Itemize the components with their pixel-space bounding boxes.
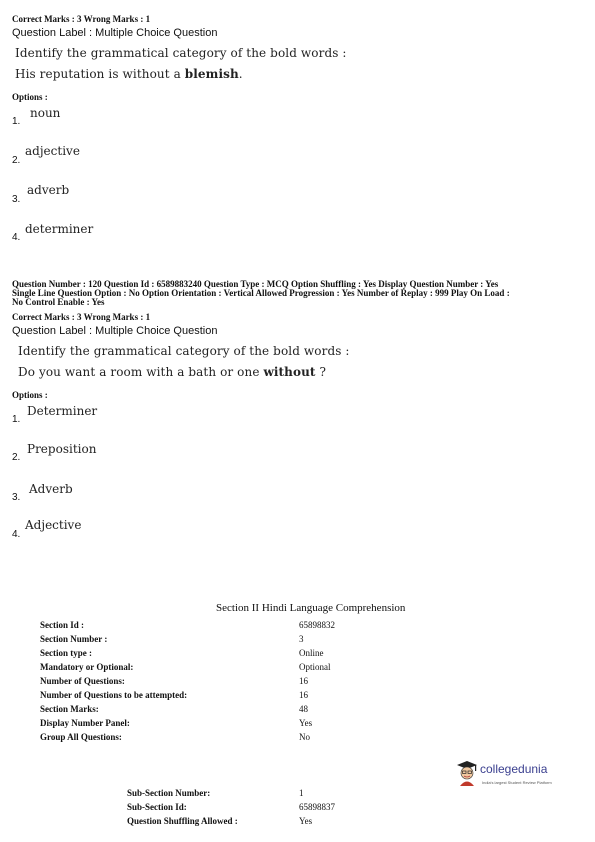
section-field-value: 48 [299,704,308,714]
section-field-label: Section Id : [40,620,85,630]
section-field-value: 65898832 [299,620,335,630]
section-field-value: Optional [299,662,331,672]
q1-options-heading: Options : [12,92,48,102]
q2-option-number: 4. [12,529,21,540]
collegedunia-logo [456,760,586,792]
subsection-field-value: 1 [299,788,304,798]
q2-option-text[interactable]: Determiner [27,404,98,418]
section-field-label: Section Number : [40,634,108,644]
collegedunia-brand: collegedunia [480,762,548,776]
subsection-field-label: Sub-Section Number: [127,788,211,798]
subsection-field-value: Yes [299,816,313,826]
section-field-label: Display Number Panel: [40,718,130,728]
section-field-value: 16 [299,676,308,686]
section-field-label: Number of Questions: [40,676,125,686]
q1-sentence-post: . [238,67,243,81]
section-field-label: Number of Questions to be attempted: [40,690,188,700]
q2-options-heading: Options : [12,390,48,400]
q2-option-number: 3. [12,492,21,503]
q2-sentence-post: ? [315,365,327,379]
q2-option-text[interactable]: Adverb [29,482,73,496]
q1-bold-word: blemish [184,67,239,81]
q1-label: Question Label : Multiple Choice Question [12,27,218,39]
section-field-label: Group All Questions: [40,732,122,742]
subsection-field-value: 65898837 [299,802,335,812]
section-field-value: No [299,732,310,742]
q1-option-text[interactable]: determiner [25,222,94,236]
q2-sentence [18,365,326,379]
section-field-label: Mandatory or Optional: [40,662,134,672]
q2-marks: Correct Marks : 3 Wrong Marks : 1 [12,312,151,322]
collegedunia-tagline: India's largest Student Review Platform [482,780,552,785]
q1-option-text[interactable]: noun [30,106,61,120]
section-field-value: Online [299,648,324,658]
q1-option-text[interactable]: adverb [27,183,70,197]
q1-option-text[interactable]: adjective [25,144,80,158]
section-field-value: Yes [299,718,313,728]
subsection-field-label: Question Shuffling Allowed : [127,816,238,826]
graduate-mascot-icon [456,760,478,786]
section-field-value: 16 [299,690,308,700]
q1-prompt: Identify the grammatical category of the bold words : [15,46,347,60]
q1-option-number: 2. [12,155,21,166]
q1-option-number: 3. [12,194,21,205]
q1-option-number: 4. [12,232,21,243]
q1-option-number: 1. [12,116,21,127]
q1-marks: Correct Marks : 3 Wrong Marks : 1 [12,14,151,24]
q1-sentence-pre: His reputation is without a [15,67,185,81]
q2-meta-line: Question Number : 120 Question Id : 6589883240 Question Type : MCQ Option Shuffling : Yes Display Question Number : Yes [12,279,499,289]
q2-option-number: 2. [12,452,21,463]
section-title: Section II Hindi Language Comprehension [216,602,406,614]
section-field-value: 3 [299,634,304,644]
q2-bold-word: without [263,365,316,379]
section-field-label: Section Marks: [40,704,99,714]
section-field-label: Section type : [40,648,92,658]
q2-option-number: 1. [12,414,21,425]
q2-sentence-pre: Do you want a room with a bath or one [18,365,264,379]
q2-prompt: Identify the grammatical category of the bold words : [18,344,350,358]
q2-label: Question Label : Multiple Choice Question [12,325,218,337]
q2-meta-line: No Control Enable : Yes [12,297,105,307]
q1-sentence [15,67,243,81]
q2-meta-line: Single Line Question Option : No Option Orientation : Vertical Allowed Progression : Yes Number of Replay : 999 Play On Load : [12,288,510,298]
subsection-field-label: Sub-Section Id: [127,802,187,812]
q2-option-text[interactable]: Preposition [27,442,97,456]
q2-option-text[interactable]: Adjective [25,518,82,532]
